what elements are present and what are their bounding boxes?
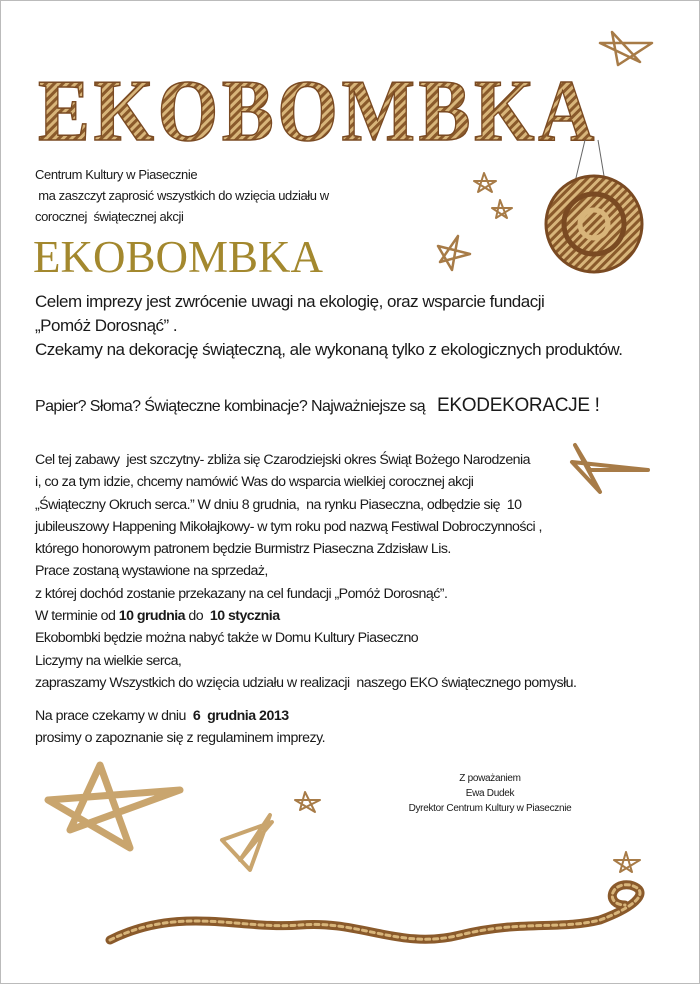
body-line: Prace zostaną wystawione na sprzedaż, xyxy=(35,563,268,580)
body-line: którego honorowym patronem będzie Burmistrz Piaseczna Zdzisław Lis. xyxy=(35,541,451,558)
intro-line: ma zaszczyt zaprosić wszystkich do wzięcia udziału w xyxy=(35,188,329,203)
deadline-line xyxy=(35,705,325,727)
tagline-highlight: EKODEKORACJE ! xyxy=(437,395,600,416)
signature-role: Dyrektor Centrum Kultury w Piasecznie xyxy=(408,803,572,814)
body-line: z której dochód zostanie przekazany na cel fundacji „Pomóż Dorosnąć”. xyxy=(35,585,448,602)
body-line: Cel tej zabawy jest szczytny- zbliża się Czarodziejski okres Świąt Bożego Narodzenia xyxy=(35,452,530,468)
regulations-line: prosimy o zapoznanie się z regulaminem imprezy. xyxy=(35,730,326,746)
intro-text xyxy=(35,164,329,227)
star-icon xyxy=(600,32,652,65)
star-icon xyxy=(295,792,320,812)
star-icon xyxy=(438,236,470,270)
term-mid: do xyxy=(185,608,210,625)
signature-name: Ewa Dudek xyxy=(465,788,515,799)
deadline-date: 6 grudnia 2013 xyxy=(192,708,289,724)
star-icon xyxy=(474,173,496,192)
star-icon xyxy=(48,765,180,848)
logo-text: EKOBOMBKA xyxy=(38,63,598,160)
deadline-prefix: Na prace czekamy w dniu xyxy=(35,708,193,724)
star-icon xyxy=(572,445,648,492)
page-title: EKOBOMBKA xyxy=(33,232,324,282)
lead-line: Celem imprezy jest zwrócenie uwagi na ekologię, oraz wsparcie fundacji xyxy=(35,292,545,311)
term-from: 10 grudnia xyxy=(118,608,186,625)
tagline-text: Papier? Słoma? Świąteczne kombinacje? Najważniejsze są xyxy=(35,398,426,415)
intro-line: corocznej świątecznej akcji xyxy=(35,209,184,224)
body-line: jubileuszowy Happening Mikołajkowy- w tym roku pod nazwą Festiwal Dobroczynności , xyxy=(35,518,542,535)
star-icon xyxy=(614,852,640,872)
body-line: Liczymy na wielkie serca, xyxy=(35,652,182,669)
star-icon xyxy=(492,200,512,218)
rope-logo xyxy=(38,63,598,160)
lead-text xyxy=(35,290,623,362)
term-line xyxy=(35,605,576,627)
signature xyxy=(380,771,600,816)
closing-text xyxy=(35,705,325,749)
body-line: zapraszamy Wszystkich do wzięcia udziału w realizacji naszego EKO świątecznego pomysłu. xyxy=(35,674,577,691)
lead-line: „Pomóż Dorosnąć” . xyxy=(35,316,178,335)
signature-greeting: Z poważaniem xyxy=(459,773,521,784)
term-to: 10 stycznia xyxy=(209,608,280,625)
body-line: i, co za tym idzie, chcemy namówić Was do wsparcia wielkiej corocznej akcji xyxy=(35,474,474,491)
tagline xyxy=(35,395,600,417)
term-prefix: W terminie od xyxy=(35,608,119,625)
lead-line: Czekamy na dekorację świąteczną, ale wykonaną tylko z ekologicznych produktów. xyxy=(35,340,623,359)
body-text xyxy=(35,449,576,694)
body-line: „Świąteczny Okruch serca.” W dniu 8 grudnia, na rynku Piaseczna, odbędzie się 10 xyxy=(35,496,522,513)
intro-line: Centrum Kultury w Piasecznie xyxy=(35,167,198,182)
body-line: Ekobombki będzie można nabyć także w Domu Kultury Piaseczno xyxy=(35,630,419,647)
star-icon xyxy=(222,815,272,870)
